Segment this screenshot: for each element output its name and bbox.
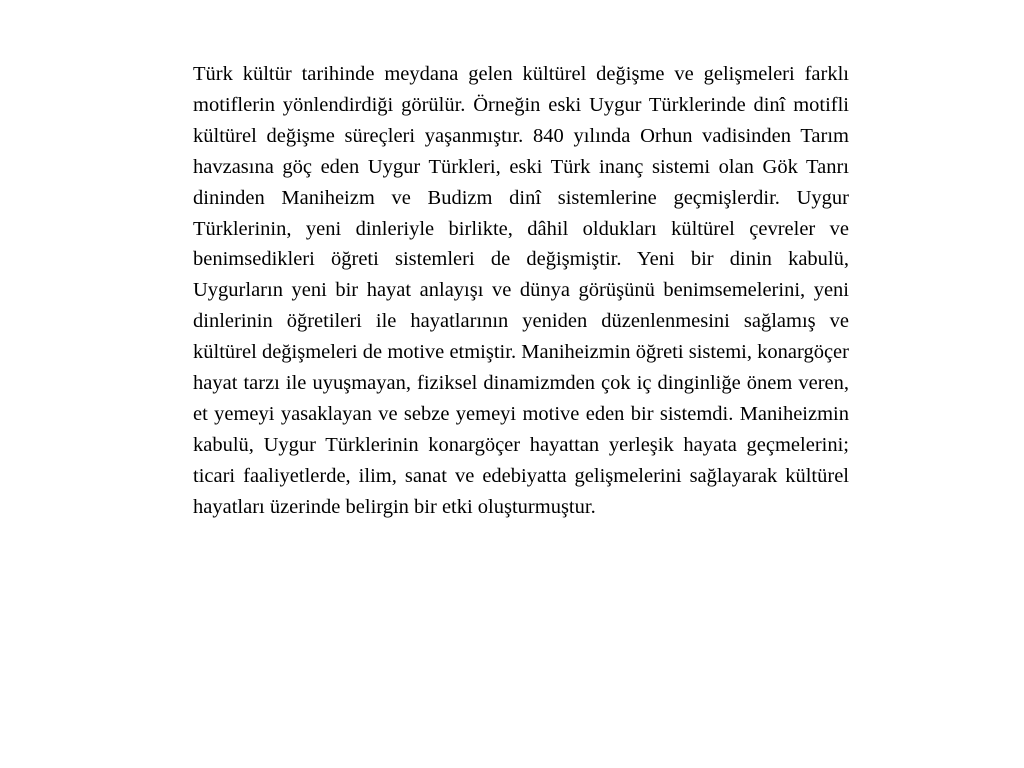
body-paragraph: Türk kültür tarihinde meydana gelen kültürel değişme ve gelişmeleri farklı motiflerin yönlendirdiği görülür. Örneğin eski Uygur Türklerinde dinî motifli kültürel değişme süreçleri yaşanmıştır. 840 yılında Orhun vadisinden Tarım havzasına göç eden Uygur Türkleri, eski Türk inanç sistemi olan Gök Tanrı dininden Maniheizm ve Budizm dinî sistemlerine geçmişlerdir. Uygur Türklerinin, yeni dinleriyle birlikte, dâhil oldukları kültürel çevreler ve benimsedikleri öğreti sistemleri de değişmiştir. Yeni bir dinin kabulü, Uygurların yeni bir hayat anlayışı ve dünya görüşünü benimsemelerini, yeni dinlerinin öğretileri ile hayatlarının yeniden düzenlenmesini sağlamış ve kültürel değişmeleri de motive etmiştir. Maniheizmin öğreti sistemi, konargöçer hayat tarzı ile uyuşmayan, fiziksel dinamizmden çok iç dinginliğe önem veren, et yemeyi yasaklayan ve sebze yemeyi motive eden bir sistemdi. Maniheizmin kabulü, Uygur Türklerinin konargöçer hayattan yerleşik hayata geçmelerini; ticari faaliyetlerde, ilim, sanat ve edebiyatta gelişmelerini sağlayarak kültürel hayatları üzerinde belirgin bir etki oluşturmuştur. [193,63,849,518]
